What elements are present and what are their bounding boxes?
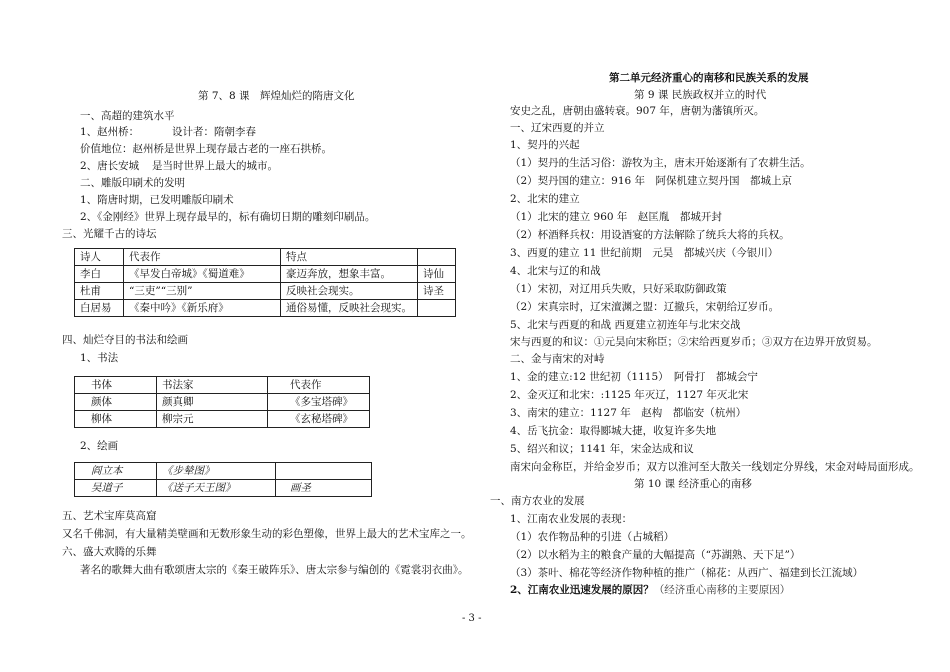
table-row <box>75 283 456 300</box>
table-cell: 吴道子 <box>75 480 157 497</box>
table-cell: 白居易 <box>75 300 124 317</box>
table-row <box>75 266 456 283</box>
text-line: 5、绍兴和议；1141 年，宋金达成和议 <box>510 443 694 455</box>
text-line: 3、南宋的建立：1127 年 赵构 都临安（杭州） <box>510 407 747 419</box>
table-cell: 柳宗元 <box>157 411 268 428</box>
item-bridge-value: 价值地位：赵州桥是世界上现存最古老的一座石拱桥。 <box>80 143 332 155</box>
table-cell <box>276 463 372 480</box>
table-cell: 反映社会现实。 <box>281 283 418 300</box>
section-heading: 二、金与南宋的对峙 <box>510 353 605 365</box>
text-line-question <box>510 584 790 597</box>
section-heading: 一、辽宋西夏的并立 <box>510 122 605 134</box>
table-cell: 诗仙 <box>418 266 456 283</box>
table-cell: 代表作 <box>268 377 370 394</box>
item-bridge-designer: 设计者：隋朝李春 <box>172 126 256 138</box>
section-heading-calligraphy-painting: 四、灿烂夺目的书法和绘画 <box>62 334 188 346</box>
section-heading-mogao: 五、艺术宝库莫高窟 <box>62 510 157 522</box>
item-zhaozhou-bridge: 1、赵州桥： <box>80 126 140 138</box>
table-cell: 阎立本 <box>75 463 157 480</box>
section-heading-printing: 二、雕版印刷术的发明 <box>80 177 185 189</box>
text-line: 2、北宋的建立 <box>510 193 580 205</box>
table-cell: 李白 <box>75 266 124 283</box>
text-line: （2）以水稻为主的粮食产量的大幅提高（“苏湖熟、天下足”） <box>510 549 801 561</box>
table-row <box>75 463 372 480</box>
table-cell: 诗圣 <box>418 283 456 300</box>
lesson-title-7-8: 第 7、8 课 辉煌灿烂的隋唐文化 <box>198 90 355 102</box>
text-line: 安史之乱，唐朝由盛转衰。907 年，唐朝为藩镇所灭。 <box>510 105 765 117</box>
text-line: （1）农作物品种的引进（占城稻） <box>510 531 675 543</box>
text-line: 2、金灭辽和北宋：:1125 年灭辽，1127 年灭北宋 <box>510 389 749 401</box>
table-cell: 通俗易懂，反映社会现实。 <box>281 300 418 317</box>
table-cell: 《早发白帝城》《蜀道难》 <box>124 266 281 283</box>
table-cell: 书体 <box>75 377 157 394</box>
table-cell: 书法家 <box>157 377 268 394</box>
text-line: （1）北宋的建立 960 年 赵匡胤 都城开封 <box>510 211 722 223</box>
item-calligraphy: 1、书法 <box>80 352 119 364</box>
table-cell: 特点 <box>281 249 418 266</box>
table-cell: 《秦中吟》《新乐府》 <box>124 300 281 317</box>
item-printing-1: 1、隋唐时期，已发明雕版印刷术 <box>80 194 234 206</box>
table-row <box>75 249 456 266</box>
calligraphy-table <box>74 376 370 428</box>
text-line: （2）宋真宗时，辽宋澶渊之盟：辽撤兵，宋朝给辽岁币。 <box>510 301 780 313</box>
table-cell: 杜甫 <box>75 283 124 300</box>
text-line: 宋与西夏的和议：①元昊向宋称臣；②宋给西夏岁币；③双方在边界开放贸易。 <box>510 336 878 348</box>
table-cell: 颜体 <box>75 394 157 411</box>
table-row <box>75 411 370 428</box>
item-music-dance-desc: 著名的歌舞大曲有歌颂唐太宗的《秦王破阵乐》、唐太宗参与编创的《霓裳羽衣曲》。 <box>80 564 469 576</box>
item-mogao-desc: 又名千佛洞，有大量精美壁画和无数形象生动的彩色塑像，世界上最大的艺术宝库之一。 <box>62 528 472 540</box>
text-line: （2）杯酒释兵权：用设酒宴的方法解除了统兵大将的兵权。 <box>510 229 790 241</box>
text-line: 南宋向金称臣，并给金岁币；双方以淮河至大散关一线划定分界线，宋金对峙局面形成。 <box>510 461 920 473</box>
table-row <box>75 394 370 411</box>
text-line: （1）契丹的生活习俗：游牧为主，唐末开始逐渐有了农耕生活。 <box>510 157 811 169</box>
poets-table <box>74 248 456 317</box>
text-line: （1）宋初，对辽用兵失败，只好采取防御政策 <box>510 283 727 295</box>
table-cell: 《步辇图》 <box>157 463 276 480</box>
table-cell: 《多宝塔碑》 <box>268 394 370 411</box>
section-heading-architecture: 一、高超的建筑水平 <box>80 110 175 122</box>
question-text: 2、江南农业迅速发展的原因？ <box>510 584 654 596</box>
table-cell <box>418 300 456 317</box>
table-cell <box>418 249 456 266</box>
table-row <box>75 377 370 394</box>
table-cell: 《送子天王图》 <box>157 480 276 497</box>
painting-table <box>74 462 372 497</box>
table-cell: 豪迈奔放，想象丰富。 <box>281 266 418 283</box>
item-painting: 2、绘画 <box>80 440 119 452</box>
section-heading-music-dance: 六、盛大欢腾的乐舞 <box>62 546 157 558</box>
text-line: （2）契丹国的建立：916 年 阿保机建立契丹国 都城上京 <box>510 175 793 187</box>
text-line: 5、北宋与西夏的和战 西夏建立初连年与北宋交战 <box>510 319 741 331</box>
text-line: （3）茶叶、棉花等经济作物种植的推广（棉花：从西广、福建到长江流域） <box>510 567 864 579</box>
lesson-title-10: 第 10 课 经济重心的南移 <box>634 478 752 490</box>
text-line: 4、北宋与辽的和战 <box>510 265 601 277</box>
question-note: （经济重心南移的主要原因） <box>653 584 791 596</box>
item-changan-desc: 是当时世界上最大的城市。 <box>152 160 278 172</box>
item-printing-2: 2、《金刚经》世界上现存最早的，标有确切日期的雕刻印刷品。 <box>80 211 376 223</box>
table-row <box>75 480 372 497</box>
lesson-title-9: 第 9 课 民族政权并立的时代 <box>634 89 767 101</box>
table-cell: 画圣 <box>276 480 372 497</box>
text-line: 1、江南农业发展的表现： <box>510 513 633 525</box>
table-cell: 柳体 <box>75 411 157 428</box>
text-line: 1、金的建立:12 世纪初（1115） 阿骨打 都城会宁 <box>510 371 758 383</box>
table-cell: 颜真卿 <box>157 394 268 411</box>
unit-title: 第二单元经济重心的南移和民族关系的发展 <box>609 72 809 84</box>
table-cell: “三吏”“三别” <box>124 283 281 300</box>
table-cell: 《玄秘塔碑》 <box>268 411 370 428</box>
text-line: 1、契丹的兴起 <box>510 139 580 151</box>
table-cell: 代表作 <box>124 249 281 266</box>
page-number: - 3 - <box>462 613 482 624</box>
text-line: 4、岳飞抗金：取得郾城大捷，收复许多失地 <box>510 425 717 437</box>
text-line: 3、西夏的建立 11 世纪前期 元昊 都城兴庆（今银川） <box>510 247 779 259</box>
item-changan-city: 2、唐长安城 <box>80 160 140 172</box>
section-heading: 一、南方农业的发展 <box>490 495 585 507</box>
table-cell: 诗人 <box>75 249 124 266</box>
table-row <box>75 300 456 317</box>
section-heading-poetry: 三、光耀千古的诗坛 <box>62 228 157 240</box>
